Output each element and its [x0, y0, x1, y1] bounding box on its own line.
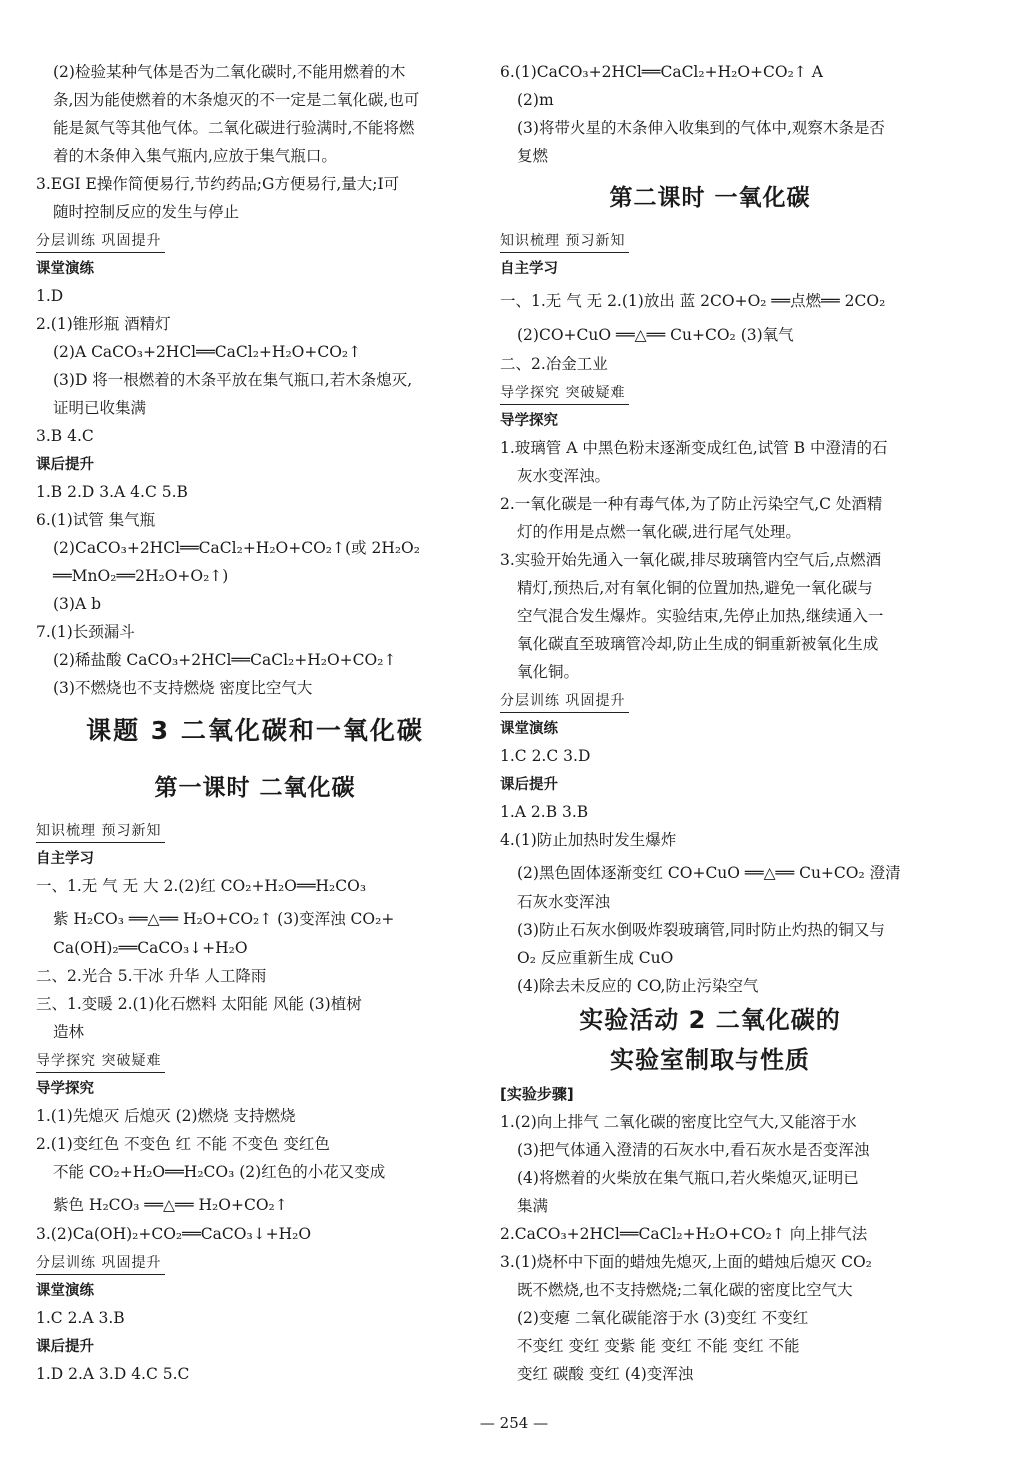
- text-line: 能是氮气等其他气体。二氧化碳进行验满时,不能将燃: [53, 119, 415, 137]
- text-line: 集满: [517, 1197, 549, 1215]
- text-line: 不能 CO₂+H₂O══H₂CO₃ (2)红色的小花又变成: [53, 1163, 386, 1181]
- text-line: (2)A CaCO₃+2HCl══CaCl₂+H₂O+CO₂↑: [53, 343, 362, 361]
- subsection-heading-label: 自主学习: [36, 851, 94, 867]
- text-line: 证明已收集满: [53, 399, 147, 417]
- subsection-heading-label: 导学探究: [500, 413, 558, 429]
- text-line: (2)变瘪 二氧化碳能溶于水 (3)变红 不变红: [517, 1309, 809, 1327]
- subsection-heading-label: 课后提升: [36, 457, 94, 473]
- subsection-heading: [500, 254, 920, 282]
- subsection-heading: [36, 450, 474, 478]
- text-line: 随时控制反应的发生与停止: [53, 203, 240, 221]
- lesson-title: 课题 3 二氧化碳和一氧化碳: [86, 716, 424, 745]
- text-line: 1.D 2.A 3.D 4.C 5.C: [36, 1365, 190, 1383]
- section-band: [500, 378, 920, 406]
- text-line: 3.(1)烧杯中下面的蜡烛先熄灭,上面的蜡烛后熄灭 CO₂: [500, 1253, 872, 1271]
- section-band-label: 分层训练 巩固提升: [36, 1253, 165, 1275]
- section-band-label: 知识梳理 预习新知: [500, 231, 629, 253]
- text-line: (2)CO+CuO ══△══ Cu+CO₂ (3)氧气: [517, 326, 794, 344]
- right-column: [500, 58, 920, 1388]
- text-line: 变红 碳酸 变红 (4)变浑浊: [517, 1365, 694, 1383]
- text-line: 7.(1)长颈漏斗: [36, 623, 135, 641]
- text-line: 3.实验开始先通入一氧化碳,排尽玻璃管内空气后,点燃酒: [500, 551, 882, 569]
- text-line: 2.(1)变红色 不变色 红 不能 不变色 变红色: [36, 1135, 330, 1153]
- text-line: 既不燃烧,也不支持燃烧;二氧化碳的密度比空气大: [517, 1281, 853, 1299]
- subsection-heading-label: 课堂演练: [500, 721, 558, 737]
- section-band: [36, 1046, 474, 1074]
- text-line: 二、2.冶金工业: [500, 355, 608, 373]
- text-line: (3)A b: [53, 595, 101, 613]
- section-band-label: 知识梳理 预习新知: [36, 821, 165, 843]
- text-line: (3)将带火星的木条伸入收集到的气体中,观察木条是否: [517, 119, 885, 137]
- text-line: 1.C 2.C 3.D: [500, 747, 591, 765]
- text-line: 精灯,预热后,对有氧化铜的位置加热,避免一氧化碳与: [517, 579, 873, 597]
- section-band: [500, 686, 920, 714]
- text-line: 造林: [53, 1023, 85, 1041]
- subsection-heading: [36, 1276, 474, 1304]
- text-line: 1.D: [36, 287, 64, 305]
- text-line: (2)m: [517, 91, 554, 109]
- page-number: — 254 —: [479, 1414, 549, 1432]
- text-line: 2.一氧化碳是一种有毒气体,为了防止污染空气,C 处酒精: [500, 495, 883, 513]
- text-line: ══MnO₂══2H₂O+O₂↑): [53, 567, 229, 585]
- subsection-heading: [500, 406, 920, 434]
- subsection-heading-label: 课堂演练: [36, 1283, 94, 1299]
- section-band-label: 分层训练 巩固提升: [36, 231, 165, 253]
- text-line: (2)黑色固体逐渐变红 CO+CuO ══△══ Cu+CO₂ 澄清: [517, 864, 901, 882]
- text-line: (3)把气体通入澄清的石灰水中,看石灰水是否变浑浊: [517, 1141, 870, 1159]
- activity-title: 实验室制取与性质: [610, 1046, 810, 1074]
- text-line: 紫 H₂CO₃ ══△══ H₂O+CO₂↑ (3)变浑浊 CO₂+: [53, 910, 395, 928]
- text-line: 石灰水变浑浊: [517, 893, 611, 911]
- left-column: [36, 58, 474, 1388]
- text-line: 4.(1)防止加热时发生爆炸: [500, 831, 677, 849]
- section-band-label: 导学探究 突破疑难: [500, 383, 629, 405]
- activity-title: 实验活动 2 二氧化碳的: [579, 1006, 841, 1034]
- subsection-heading: [36, 844, 474, 872]
- subsection-heading-label: 课后提升: [36, 1339, 94, 1355]
- text-line: 一、1.无 气 无 大 2.(2)红 CO₂+H₂O══H₂CO₃: [36, 877, 367, 895]
- text-line: 灯的作用是点燃一氧化碳,进行尾气处理。: [517, 523, 801, 541]
- text-line: 条,因为能使燃着的木条熄灭的不一定是二氧化碳,也可: [53, 91, 420, 109]
- section-band: [500, 226, 920, 254]
- section-band: [36, 816, 474, 844]
- text-line: 二、2.光合 5.干冰 升华 人工降雨: [36, 967, 267, 985]
- text-line: 氧化铜。: [517, 663, 580, 681]
- period-title: 第二课时 一氧化碳: [609, 185, 811, 211]
- text-line: (2)CaCO₃+2HCl══CaCl₂+H₂O+CO₂↑(或 2H₂O₂: [53, 539, 420, 557]
- subsection-heading-label: 课堂演练: [36, 261, 94, 277]
- subsection-heading: [500, 770, 920, 798]
- text-line: 3.(2)Ca(OH)₂+CO₂══CaCO₃↓+H₂O: [36, 1225, 312, 1243]
- text-line: 不变红 变红 变紫 能 变红 不能 变红 不能: [517, 1337, 800, 1355]
- subsection-heading: [36, 254, 474, 282]
- text-line: (3)不燃烧也不支持燃烧 密度比空气大: [53, 679, 313, 697]
- text-line: 三、1.变暖 2.(1)化石燃料 太阳能 风能 (3)植树: [36, 995, 362, 1013]
- text-line: 灰水变浑浊。: [517, 467, 611, 485]
- subsection-heading: [500, 714, 920, 742]
- text-line: 复燃: [517, 147, 549, 165]
- text-line: 1.(1)先熄灭 后熄灭 (2)燃烧 支持燃烧: [36, 1107, 296, 1125]
- text-line: (4)将燃着的火柴放在集气瓶口,若火柴熄灭,证明已: [517, 1169, 859, 1187]
- section-band-label: 导学探究 突破疑难: [36, 1051, 165, 1073]
- period-title: 第一课时 二氧化碳: [154, 775, 356, 801]
- text-line: (3)防止石灰水倒吸炸裂玻璃管,同时防止灼热的铜又与: [517, 921, 885, 939]
- text-line: (3)D 将一根燃着的木条平放在集气瓶口,若木条熄灭,: [53, 371, 413, 389]
- text-line: 2.(1)锥形瓶 酒精灯: [36, 315, 171, 333]
- text-line: 2.CaCO₃+2HCl══CaCl₂+H₂O+CO₂↑ 向上排气法: [500, 1225, 868, 1243]
- subsection-heading: [36, 1332, 474, 1360]
- text-line: O₂ 反应重新生成 CuO: [517, 949, 674, 967]
- text-line: 1.A 2.B 3.B: [500, 803, 589, 821]
- text-line: 3.EGI E操作简便易行,节约药品;G方便易行,量大;I可: [36, 175, 400, 193]
- text-line: Ca(OH)₂══CaCO₃↓+H₂O: [53, 939, 248, 957]
- text-line: 1.B 2.D 3.A 4.C 5.B: [36, 483, 188, 501]
- experiment-steps-heading: [500, 1080, 920, 1108]
- text-line: 一、1.无 气 无 2.(1)放出 蓝 2CO+O₂ ══点燃══ 2CO₂: [500, 292, 886, 310]
- section-band-label: 分层训练 巩固提升: [500, 691, 629, 713]
- text-line: (2)检验某种气体是否为二氧化碳时,不能用燃着的木: [53, 63, 406, 81]
- text-line: 1.C 2.A 3.B: [36, 1309, 125, 1327]
- subsection-heading-label: 课后提升: [500, 777, 558, 793]
- section-band: [36, 1248, 474, 1276]
- text-line: 6.(1)CaCO₃+2HCl══CaCl₂+H₂O+CO₂↑ A: [500, 63, 823, 81]
- text-line: 6.(1)试管 集气瓶: [36, 511, 156, 529]
- text-line: 1.玻璃管 A 中黑色粉末逐渐变成红色,试管 B 中澄清的石: [500, 439, 888, 457]
- text-line: (4)除去未反应的 CO,防止污染空气: [517, 977, 759, 995]
- text-line: 空气混合发生爆炸。实验结束,先停止加热,继续通入一: [517, 607, 884, 625]
- text-line: 1.(2)向上排气 二氧化碳的密度比空气大,又能溶于水: [500, 1113, 857, 1131]
- text-line: 着的木条伸入集气瓶内,应放于集气瓶口。: [53, 147, 337, 165]
- subsection-heading-label: 导学探究: [36, 1081, 94, 1097]
- text-line: 紫色 H₂CO₃ ══△══ H₂O+CO₂↑: [53, 1196, 288, 1214]
- section-band: [36, 226, 474, 254]
- text-line: (2)稀盐酸 CaCO₃+2HCl══CaCl₂+H₂O+CO₂↑: [53, 651, 397, 669]
- experiment-steps-heading-label: [实验步骤]: [500, 1085, 574, 1103]
- text-line: 3.B 4.C: [36, 427, 94, 445]
- subsection-heading-label: 自主学习: [500, 261, 558, 277]
- text-line: 氧化碳直至玻璃管冷却,防止生成的铜重新被氧化生成: [517, 635, 879, 653]
- subsection-heading: [36, 1074, 474, 1102]
